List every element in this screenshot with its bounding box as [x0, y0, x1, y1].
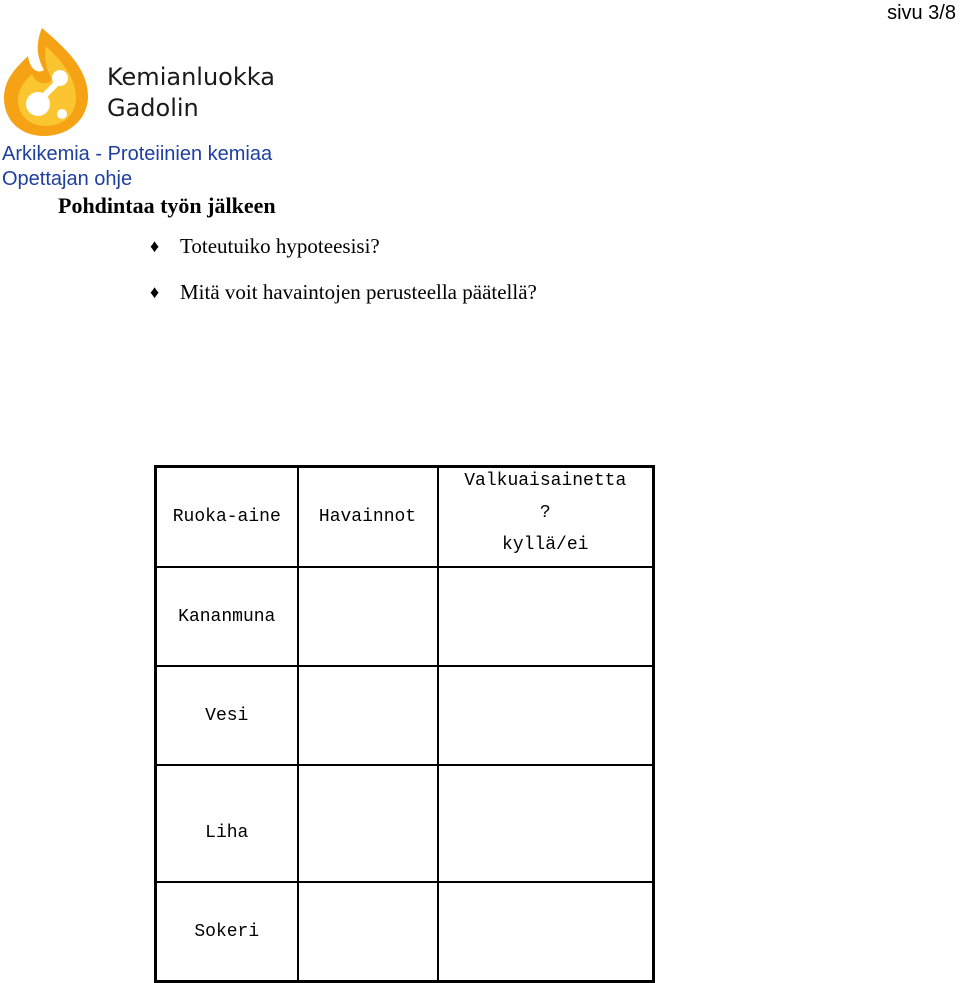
- food-cell: Kananmuna: [156, 567, 298, 666]
- observation-cell[interactable]: [298, 567, 438, 666]
- protein-answer-cell[interactable]: [438, 567, 654, 666]
- observation-cell[interactable]: [298, 765, 438, 882]
- document-subtitle: [2, 142, 272, 192]
- brand-name: [107, 62, 275, 124]
- flame-molecule-logo-icon: [2, 26, 92, 138]
- header-protein: [438, 467, 654, 568]
- food-cell: Liha: [156, 765, 298, 882]
- header-protein-line-3: kyllä/ei: [502, 535, 589, 555]
- table-row: [156, 765, 654, 882]
- subtitle-line-2: Opettajan ohje: [2, 168, 133, 190]
- subtitle-line-1: Arkikemia - Proteiinien kemiaa: [2, 143, 273, 165]
- question-text: Mitä voit havaintojen perusteella päätellä?: [180, 280, 537, 304]
- header-food: Ruoka-aine: [156, 467, 298, 568]
- question-text: Toteutuiko hypoteesisi?: [180, 234, 380, 258]
- table-header-row: [156, 467, 654, 568]
- list-item: [150, 278, 537, 324]
- table-row: [156, 666, 654, 765]
- gadolin-logo: [2, 26, 92, 138]
- brand-line-1: Kemianluokka: [107, 63, 275, 91]
- header-protein-line-2: ?: [539, 503, 551, 523]
- protein-answer-cell[interactable]: [438, 882, 654, 982]
- header-observations: Havainnot: [298, 467, 438, 568]
- diamond-bullet-icon: ♦: [150, 282, 160, 302]
- diamond-bullet-icon: ♦: [150, 236, 160, 256]
- observation-cell[interactable]: [298, 666, 438, 765]
- observation-cell[interactable]: [298, 882, 438, 982]
- observation-table: [154, 465, 655, 983]
- section-heading: Pohdintaa työn jälkeen: [58, 193, 276, 218]
- brand-line-2: Gadolin: [107, 94, 199, 122]
- food-cell: Vesi: [156, 666, 298, 765]
- food-cell: Sokeri: [156, 882, 298, 982]
- table-row: [156, 882, 654, 982]
- protein-answer-cell[interactable]: [438, 666, 654, 765]
- question-list: [150, 232, 537, 324]
- table-row: [156, 567, 654, 666]
- header-protein-line-1: Valkuaisainetta: [464, 471, 627, 491]
- protein-answer-cell[interactable]: [438, 765, 654, 882]
- list-item: [150, 232, 537, 278]
- page-number: sivu 3/8: [887, 2, 956, 24]
